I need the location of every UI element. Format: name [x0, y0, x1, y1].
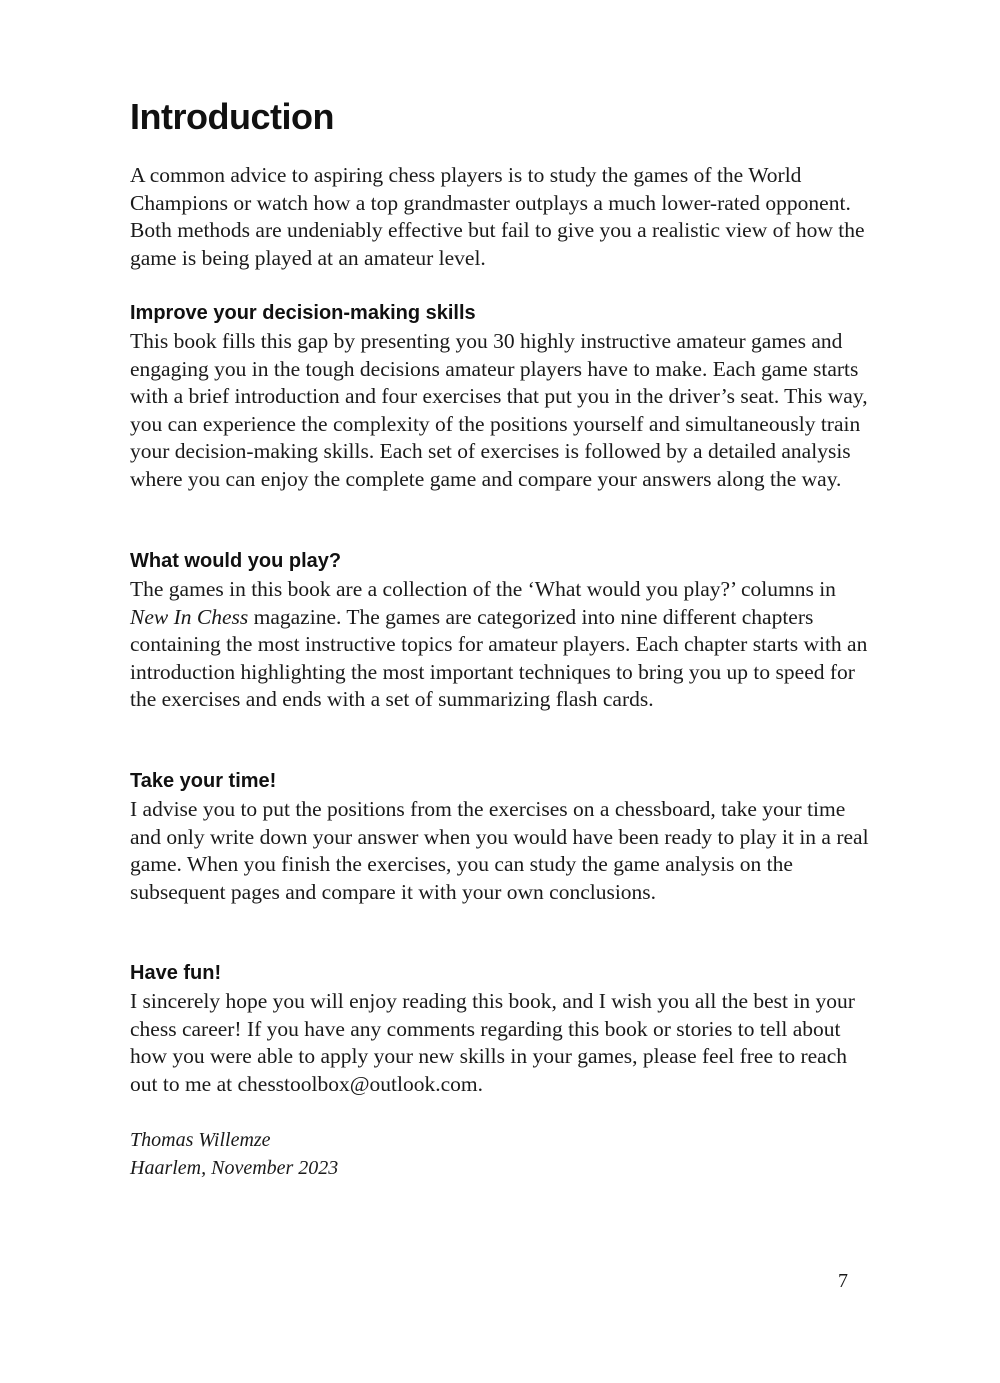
intro-paragraph: A common advice to aspiring chess players is to study the games of the World Champions or watch how a top grandmaster outplays a much lower-rated opponent. Both methods are undeniably effective but fail to give you a realistic view of how the game is being played at an amateur level.: [130, 163, 865, 270]
section-heading: Have fun!: [130, 962, 222, 984]
author-name: Thomas Willemze: [130, 1129, 271, 1151]
section-take-your-time: [130, 768, 875, 906]
page-number: 7: [838, 1270, 848, 1292]
section-what-would-you-play: [130, 548, 875, 714]
section-have-fun: [130, 960, 875, 1098]
page-title: Introduction: [130, 96, 334, 137]
author-signature: [130, 1126, 875, 1182]
place-date: Haarlem, November 2023: [130, 1157, 339, 1179]
section-body-text: magazine. The games are categorized into nine different chapters containing the most instructive topics for amateur players. Each chapter starts with an introduction highlighting the most important techniques to bring you up to speed for the exercises and ends with a set of summarizing flash cards.: [130, 604, 868, 711]
section-body-text: The games in this book are a collection of the ‘What would you play?’ columns in: [130, 577, 836, 601]
section-body: [130, 576, 875, 714]
section-body: I sincerely hope you will enjoy reading this book, and I wish you all the best in your chess career! If you have any comments regarding this book or stories to tell about how you were able to apply your new skills in your games, please feel free to reach out to me at chesstoolbox@outlook.com.: [130, 989, 855, 1096]
section-body: This book fills this gap by presenting you 30 highly instructive amateur games and engaging you in the tough decisions amateur players have to make. Each game starts with a brief introduction and four exercises that put you in the driver’s seat. This way, you can experience the complexity of the positions yourself and simultaneously train your decision-making skills. Each set of exercises is followed by a detailed analysis where you can enjoy the complete game and compare your answers along the way.: [130, 329, 868, 491]
section-heading: Improve your decision-making skills: [130, 302, 476, 324]
magazine-title: New In Chess: [130, 604, 249, 629]
section-decision-making: [130, 300, 875, 493]
section-heading: Take your time!: [130, 770, 277, 792]
section-heading: What would you play?: [130, 550, 342, 572]
section-body: I advise you to put the positions from the exercises on a chessboard, take your time and only write down your answer when you would have been ready to play it in a real game. When you finish the exercises, you can study the game analysis on the subsequent pages and compare it with your own conclusions.: [130, 797, 869, 904]
